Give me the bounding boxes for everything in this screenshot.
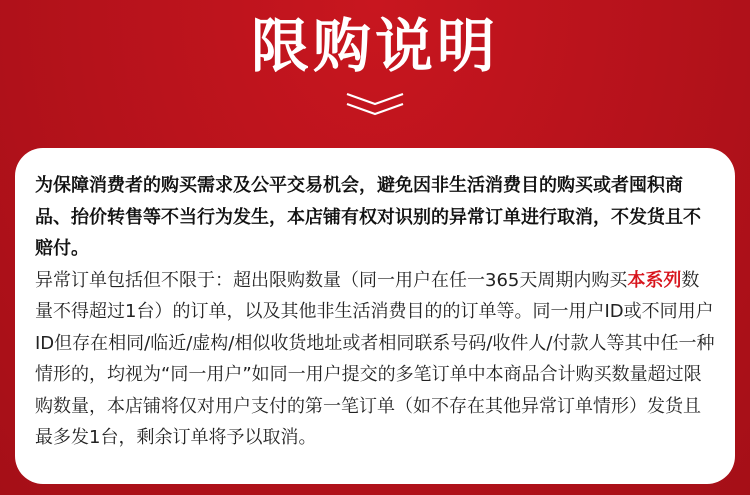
notice-paragraph-1: 为保障消费者的购买需求及公平交易机会，避免因非生活消费目的购买或者囤积商品、抬价转售等不当行为发生，本店铺有权对识别的异常订单进行取消，不发货且不赔付。 xyxy=(35,175,701,259)
double-chevron-down-icon xyxy=(345,90,405,120)
notice-paragraph-2 xyxy=(35,265,715,454)
notice-paragraph-2-text-a: 异常订单包括但不限于：超出限购数量（同一用户在任一365天周期内购买 xyxy=(35,269,628,291)
page-title: 限购说明 xyxy=(250,12,499,80)
notice-paragraph-2-text-b: 数量不得超过1台）的订单，以及其他非生活消费目的的订单等。同一用户ID或不同用户ID但存在相同/临近/虚构/相似收货地址或者相同联系号码/收件人/付款人等其中任一种情形的，均视为“同一用户”如同一用户提交的多笔订单中本商品合计购买数量超过限购数量，本店铺将仅对用户支付的第一笔订单（如不存在其他异常订单情形）发货且最多发1台，剩余订单将予以取消。 xyxy=(35,269,715,448)
series-highlight: 本系列 xyxy=(627,269,682,291)
notice-content xyxy=(35,170,715,454)
